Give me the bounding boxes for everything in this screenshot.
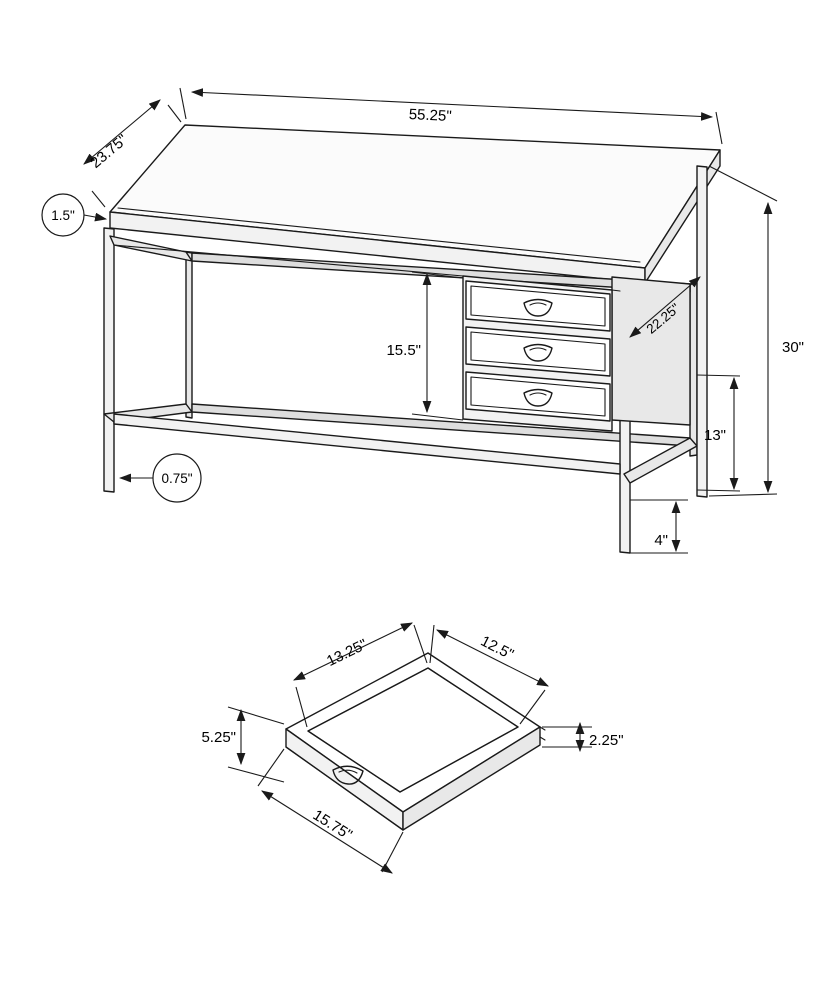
dimension-depth-label: 23.75"	[87, 131, 131, 172]
dimension-leg-offset	[630, 500, 688, 553]
dimension-drawer-inner-width-label: 13.25"	[324, 635, 371, 670]
leg-back-right	[690, 283, 697, 456]
dimension-drawer-inner-depth-label: 12.5"	[477, 632, 517, 664]
dimension-side-depth-label: 22.25"	[643, 300, 683, 337]
dimension-lower-clearance-label: 13"	[703, 427, 726, 444]
leg-outer-right	[697, 166, 707, 497]
dimension-drawer-face-width-label: 15.75"	[309, 806, 356, 844]
desk-assembly-view	[42, 88, 804, 553]
stretcher-left	[104, 236, 192, 422]
dimension-drawer-face-height	[201, 707, 284, 782]
dimension-leg-offset-label: 4"	[654, 532, 668, 549]
leg-back-left	[186, 252, 192, 418]
dimension-drawer-face-height-label: 5.25"	[201, 729, 236, 746]
drawer-detail-view	[201, 623, 623, 873]
dimension-height-label: 30"	[782, 339, 805, 356]
dimension-width-label: 55.25"	[408, 106, 453, 126]
stretcher-right	[624, 438, 697, 483]
leg-front-left	[104, 228, 114, 492]
drawer-box	[286, 653, 545, 830]
dimension-drawer-bank-height	[386, 272, 463, 420]
callout-leg-thickness-label: 0.75"	[161, 471, 193, 486]
dimension-drawer-box-height-label: 2.25"	[589, 732, 624, 749]
callout-leg-thickness	[120, 454, 201, 502]
dimension-drawer-box-height	[542, 723, 624, 751]
callout-top-thickness-label: 1.5"	[51, 208, 75, 223]
dimension-drawer-bank-height-label: 15.5"	[386, 342, 421, 359]
callout-top-thickness	[42, 194, 106, 236]
dimension-height	[709, 166, 804, 496]
